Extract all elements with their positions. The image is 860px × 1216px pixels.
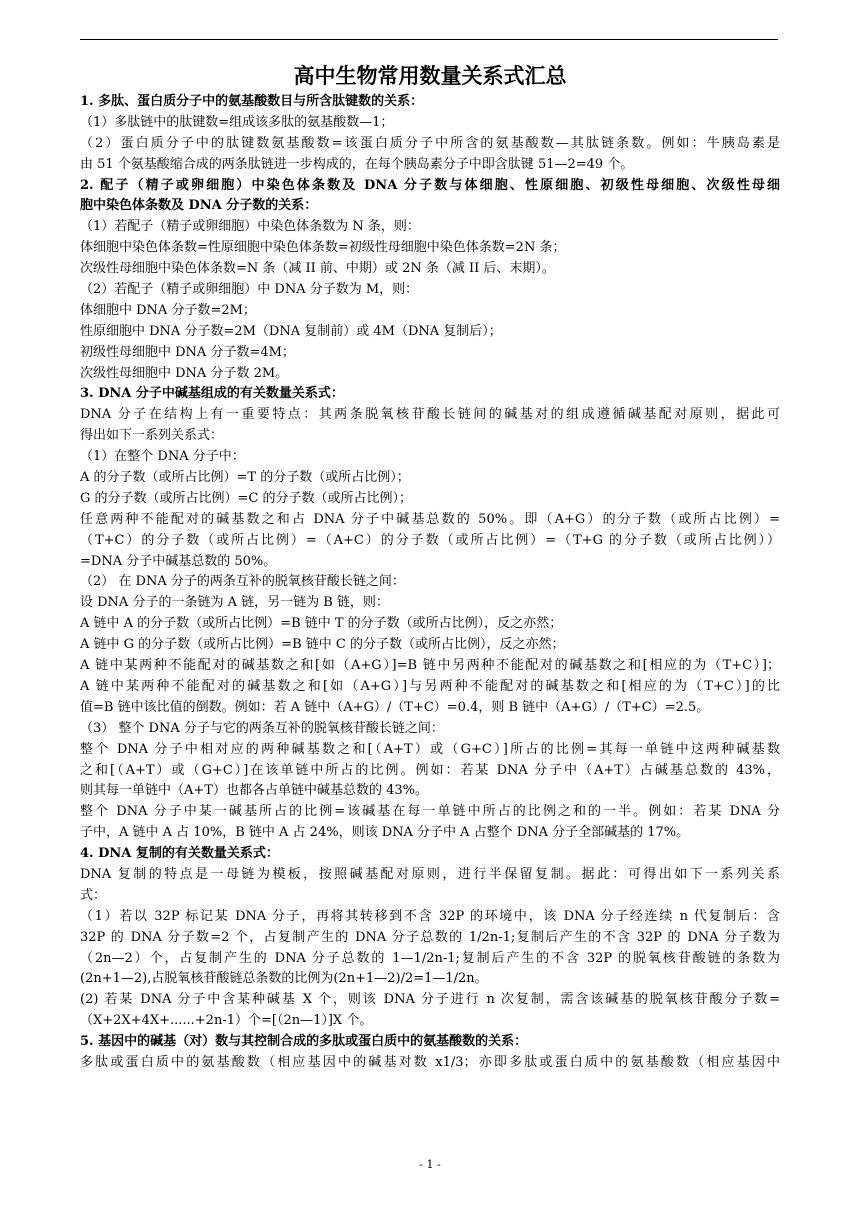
paragraph-line: (2) 若某 DNA 分子中含某种碱基 X 个，则该 DNA 分子进行 n 次复制，需含该碱基的脱氧核苷酸分子数=: [80, 992, 780, 1008]
paragraph-line: （2）若配子（精子或卵细胞）中 DNA 分子数为 M，则：: [80, 282, 419, 298]
header-rule: [80, 39, 778, 40]
document-body: [80, 60, 780, 1074]
paragraph-line: 次级性母细胞中染色体条数=N 条（减 II 前、中期）或 2N 条（减 II 后、末期）。: [80, 261, 555, 277]
section-heading-4: 4. DNA 复制的有关数量关系式：: [80, 846, 279, 862]
section-heading-5: 5. 基因中的碱基（对）数与其控制合成的多肽或蛋白质中的氨基酸数的关系：: [80, 1034, 528, 1050]
paragraph-line: （2） 在 DNA 分子的两条互补的脱氧核苷酸长链之间：: [80, 574, 405, 590]
paragraph-line: 则其每一单链中（A+T）也都各占单链中碱基总数的 43%。: [80, 783, 428, 799]
section-heading-2-cont: 胞中染色体条数及 DNA 分子数的关系：: [80, 198, 318, 214]
paragraph-line: G 的分子数（或所占比例）=C 的分子数（或所占比例）；: [80, 490, 412, 506]
paragraph-line: (2n+1—2),占脱氧核苷酸链总条数的比例为(2n+1—2)/2=1—1/2n。: [80, 971, 488, 987]
paragraph-line: 整个 DNA 分子中某一碱基所占的比例=该碱基在每一单链中所占的比例之和的一半。例如：若某 DNA 分: [80, 804, 780, 820]
paragraph-line: 式：: [80, 887, 107, 903]
paragraph-line: （2）蛋白质分子中的肽键数氨基酸数=该蛋白质分子中所含的氨基酸数—其肽链条数。例如：牛胰岛素是: [80, 135, 780, 151]
paragraph-line: （1）若以 32P 标记某 DNA 分子，再将其转移到不含 32P 的环境中，该 DNA 分子经连续 n 代复制后：含: [80, 908, 780, 924]
paragraph-line: 性原细胞中 DNA 分子数=2M（DNA 复制前）或 4M（DNA 复制后）；: [80, 323, 502, 339]
paragraph-line: A 链中某两种不能配对的碱基数之和[如（A+G）]与另两种不能配对的碱基数之和[相应的为（T+C）]的比: [80, 678, 780, 694]
page-number: - 1 -: [419, 1158, 441, 1171]
paragraph-line: A 的分子数（或所占比例）=T 的分子数（或所占比例）；: [80, 470, 410, 486]
paragraph-line: A 链中 A 的分子数（或所占比例）=B 链中 T 的分子数（或所占比例），反之亦然；: [80, 616, 563, 632]
paragraph-line: （T+C）的分子数（或所占比例）=（A+C）的分子数（或所占比例）=（T+G 的分子数（或所占比例））: [80, 532, 780, 548]
paragraph-line: 设 DNA 分子的一条链为 A 链，另一链为 B 链，则：: [80, 595, 389, 611]
paragraph-line: 得出如下一系列关系式：: [80, 428, 224, 444]
paragraph-line: （1）多肽链中的肽键数=组成该多肽的氨基酸数—1；: [80, 114, 394, 130]
paragraph-line: 多肽或蛋白质中的氨基酸数（相应基因中的碱基对数 x1/3；亦即多肽或蛋白质中的氨基酸数（相应基因中: [80, 1054, 780, 1070]
paragraph-line: 32P 的 DNA 分子数=2 个，占复制产生的 DNA 分子总数的 1/2n-1;复制后产生的不含 32P 的 DNA 分子数为: [80, 929, 780, 945]
section-heading-2: 2. 配子（精子或卵细胞）中染色体条数及 DNA 分子数与体细胞、性原细胞、初级性母细胞、次级性母细: [80, 177, 780, 193]
paragraph-line: 体细胞中 DNA 分子数=2M；: [80, 302, 256, 318]
paragraph-line: 之和[（A+T）或（G+C）]在该单链中所占的比例。例如：若某 DNA 分子中（A+T）占碱基总数的 43%，: [80, 762, 780, 778]
paragraph-line: （3） 整个 DNA 分子与它的两条互补的脱氧核苷酸长链之间：: [80, 720, 444, 736]
paragraph-line: DNA 复制的特点是一母链为模板，按照碱基配对原则，进行半保留复制。据此：可得出如下一系列关系: [80, 866, 780, 882]
paragraph-line: 整个 DNA 分子中相对应的两种碱基数之和[（A+T）或（G+C）]所占的比例=其每一单链中这两种碱基数: [80, 741, 780, 757]
paragraph-line: 由 51 个氨基酸缩合成的两条肽链进一步构成的，在每个胰岛素分子中即含肽键 51—2=49 个。: [80, 156, 634, 172]
paragraph-line: A 链中某两种不能配对的碱基数之和[如（A+G）]=B 链中另两种不能配对的碱基数之和[相应的为（T+C）]；: [80, 658, 780, 674]
paragraph-line: 值=B 链中该比值的倒数。例如：若 A 链中（A+G）/（T+C）=0.4，则 B 链中（A+G）/（T+C）=2.5。: [80, 699, 710, 715]
paragraph-line: DNA 分子在结构上有一重要特点：其两条脱氧核苷酸长链间的碱基对的组成遵循碱基配对原则，据此可: [80, 407, 780, 423]
section-heading-1: 1. 多肽、蛋白质分子中的氨基酸数目与所含肽键数的关系：: [80, 94, 424, 109]
paragraph-line: （X+2X+4X+......+2n-1）个=[（2n—1）]X 个。: [80, 1013, 373, 1029]
paragraph-line: 初级性母细胞中 DNA 分子数=4M；: [80, 344, 295, 360]
section-heading-3: 3. DNA 分子中碱基组成的有关数量关系式：: [80, 386, 344, 402]
document-title: 高中生物常用数量关系式汇总: [293, 63, 567, 88]
paragraph-line: 子中，A 链中 A 占 10%，B 链中 A 占 24%，则该 DNA 分子中 A 占整个 DNA 分子全部碱基的 17%。: [80, 825, 690, 841]
paragraph-line: =DNA 分子中碱基总数的 50%。: [80, 553, 277, 569]
paragraph-line: （1）在整个 DNA 分子中：: [80, 449, 245, 465]
paragraph-line: A 链中 G 的分子数（或所占比例）=B 链中 C 的分子数（或所占比例），反之亦然；: [80, 637, 565, 653]
paragraph-line: 任意两种不能配对的碱基数之和占 DNA 分子中碱基总数的 50%。即（A+G）的分子数（或所占比例）=: [80, 511, 780, 527]
paragraph-line: （2n—2）个，占复制产生的 DNA 分子总数的 1—1/2n-1;复制后产生的不含 32P 的脱氧核苷酸链的条数为: [80, 950, 780, 966]
paragraph-line: （1）若配子（精子或卵细胞）中染色体条数为 N 条，则：: [80, 219, 420, 235]
paragraph-line: 体细胞中染色体条数=性原细胞中染色体条数=初级性母细胞中染色体条数=2N 条；: [80, 240, 566, 256]
paragraph-line: 次级性母细胞中 DNA 分子数 2M。: [80, 365, 289, 381]
